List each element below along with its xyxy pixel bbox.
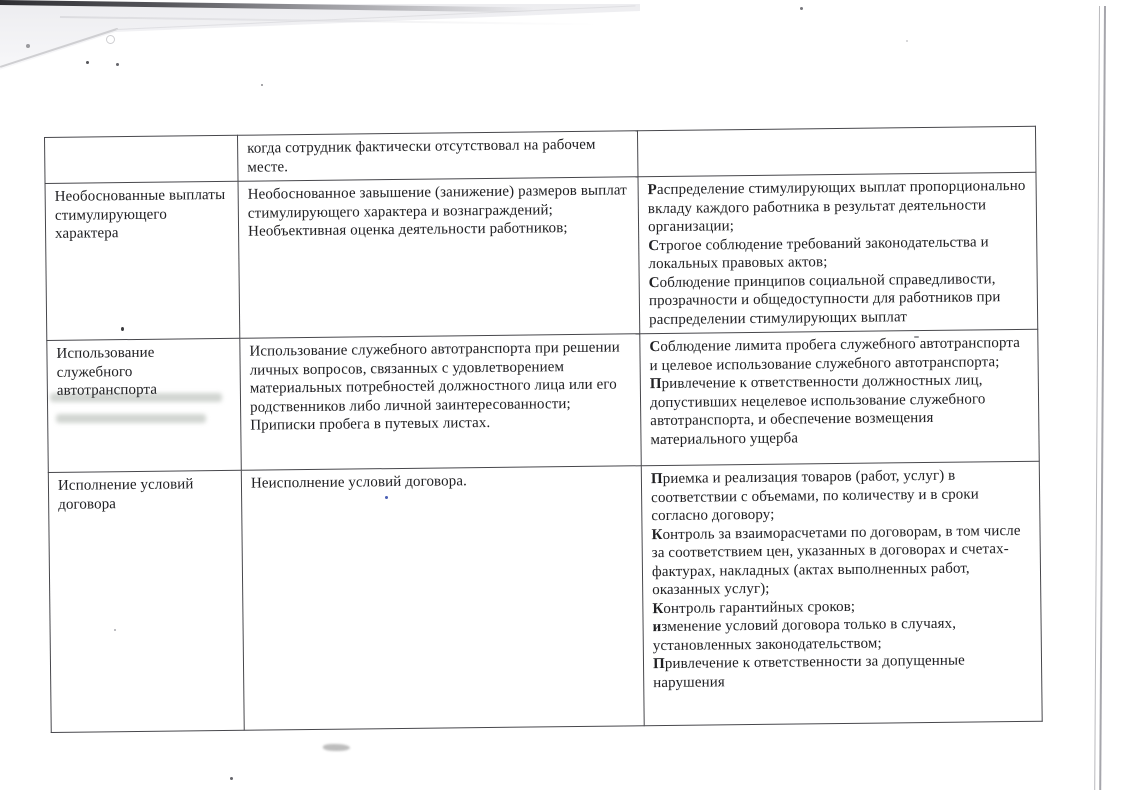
table-row <box>45 172 1038 340</box>
risk-description-item: Необоснованное завышение (занижение) размеров выплат стимулирующего характера и вознаграждений; <box>247 182 627 222</box>
risk-area-cell <box>48 470 244 732</box>
risk-description-cell <box>237 131 637 182</box>
table-row <box>48 461 1042 732</box>
risk-description-item: Необъективная оценка деятельности работников; <box>247 220 568 240</box>
table-row <box>47 329 1039 472</box>
scan-speck <box>261 84 263 86</box>
measure-item: Строгое соблюдение требований законодательства и локальных правовых актов; <box>648 233 989 273</box>
measure-item: Распределение стимулирующих выплат пропорционально вкладу каждого работника в результат деятельности организации; <box>647 177 1026 236</box>
measures-cell <box>637 126 1035 177</box>
risk-area-text: Необоснованные выплаты стимулирующего характера <box>54 186 226 242</box>
risk-description-cell <box>238 177 640 339</box>
risk-area-text: Использование служебного автотранспорта <box>56 344 158 399</box>
risk-table <box>44 126 1043 733</box>
scan-ring-mark <box>106 35 115 44</box>
measure-item: Соблюдение лимита пробега служебного автотранспорта и целевое использование служебного автотранспорта; <box>649 334 1021 374</box>
scan-speck <box>800 7 803 10</box>
measure-item: Привлечение к ответственности за допущенные нарушения <box>652 652 965 691</box>
scan-corner-shadow <box>0 4 640 74</box>
risk-area-text: Исполнение условий договора <box>57 476 194 513</box>
risk-description-cell <box>240 334 641 471</box>
risk-area-cell <box>45 181 240 340</box>
table-body <box>45 126 1043 732</box>
scan-smudge <box>323 744 350 751</box>
scan-page-right-edge <box>1094 6 1106 790</box>
measure-item: Привлечение к ответственности должностных лиц, допустивших нецелевое использование служебного автотранспорта, и обеспечение возмещения материального ущерба <box>649 372 986 448</box>
measures-cell <box>638 172 1038 334</box>
scan-speck <box>116 63 119 66</box>
measure-item: Приемка и реализация товаров (работ, услуг) в соответствии с объемами, по количеству и в сроки согласно договору; <box>650 467 979 525</box>
scan-speck <box>86 61 89 64</box>
risk-description-item: когда сотрудник фактически отсутствовал на рабочем месте. <box>247 136 596 176</box>
scan-speck <box>26 44 30 48</box>
risk-description-cell <box>241 466 644 731</box>
risk-area-cell <box>47 338 241 472</box>
risk-description-item: Приписки пробега в путевых листах. <box>250 414 491 434</box>
measure-item: Контроль гарантийных сроков; <box>652 598 856 617</box>
scan-speck <box>906 40 908 42</box>
table-wrapper <box>44 126 1043 733</box>
risk-area-cell <box>45 135 239 183</box>
measure-item: изменение условий договора только в случаях, установленных законодательством; <box>652 615 957 654</box>
measure-item: Контроль за взаиморасчетами по договорам, в том числе за соответствием цен, указанных в договорах и счетах-фактурах, накладных (актах выполненных работ, оказанных услуг); <box>651 522 1021 599</box>
risk-description-item: Использование служебного автотранспорта при решении личных вопросов, связанных с удовлетворением материальных потребностей должностного лица или его родственников либо личной заинтересованности; <box>249 339 620 416</box>
measures-cell <box>641 461 1042 725</box>
measure-item: Соблюдение принципов социальной справедливости, прозрачности и общедоступности для работников при распределении стимулирующих выплат <box>648 270 1001 328</box>
measures-cell <box>640 329 1039 466</box>
scan-speck <box>230 777 233 780</box>
risk-description-item: Неисполнение условий договора. <box>250 473 467 492</box>
